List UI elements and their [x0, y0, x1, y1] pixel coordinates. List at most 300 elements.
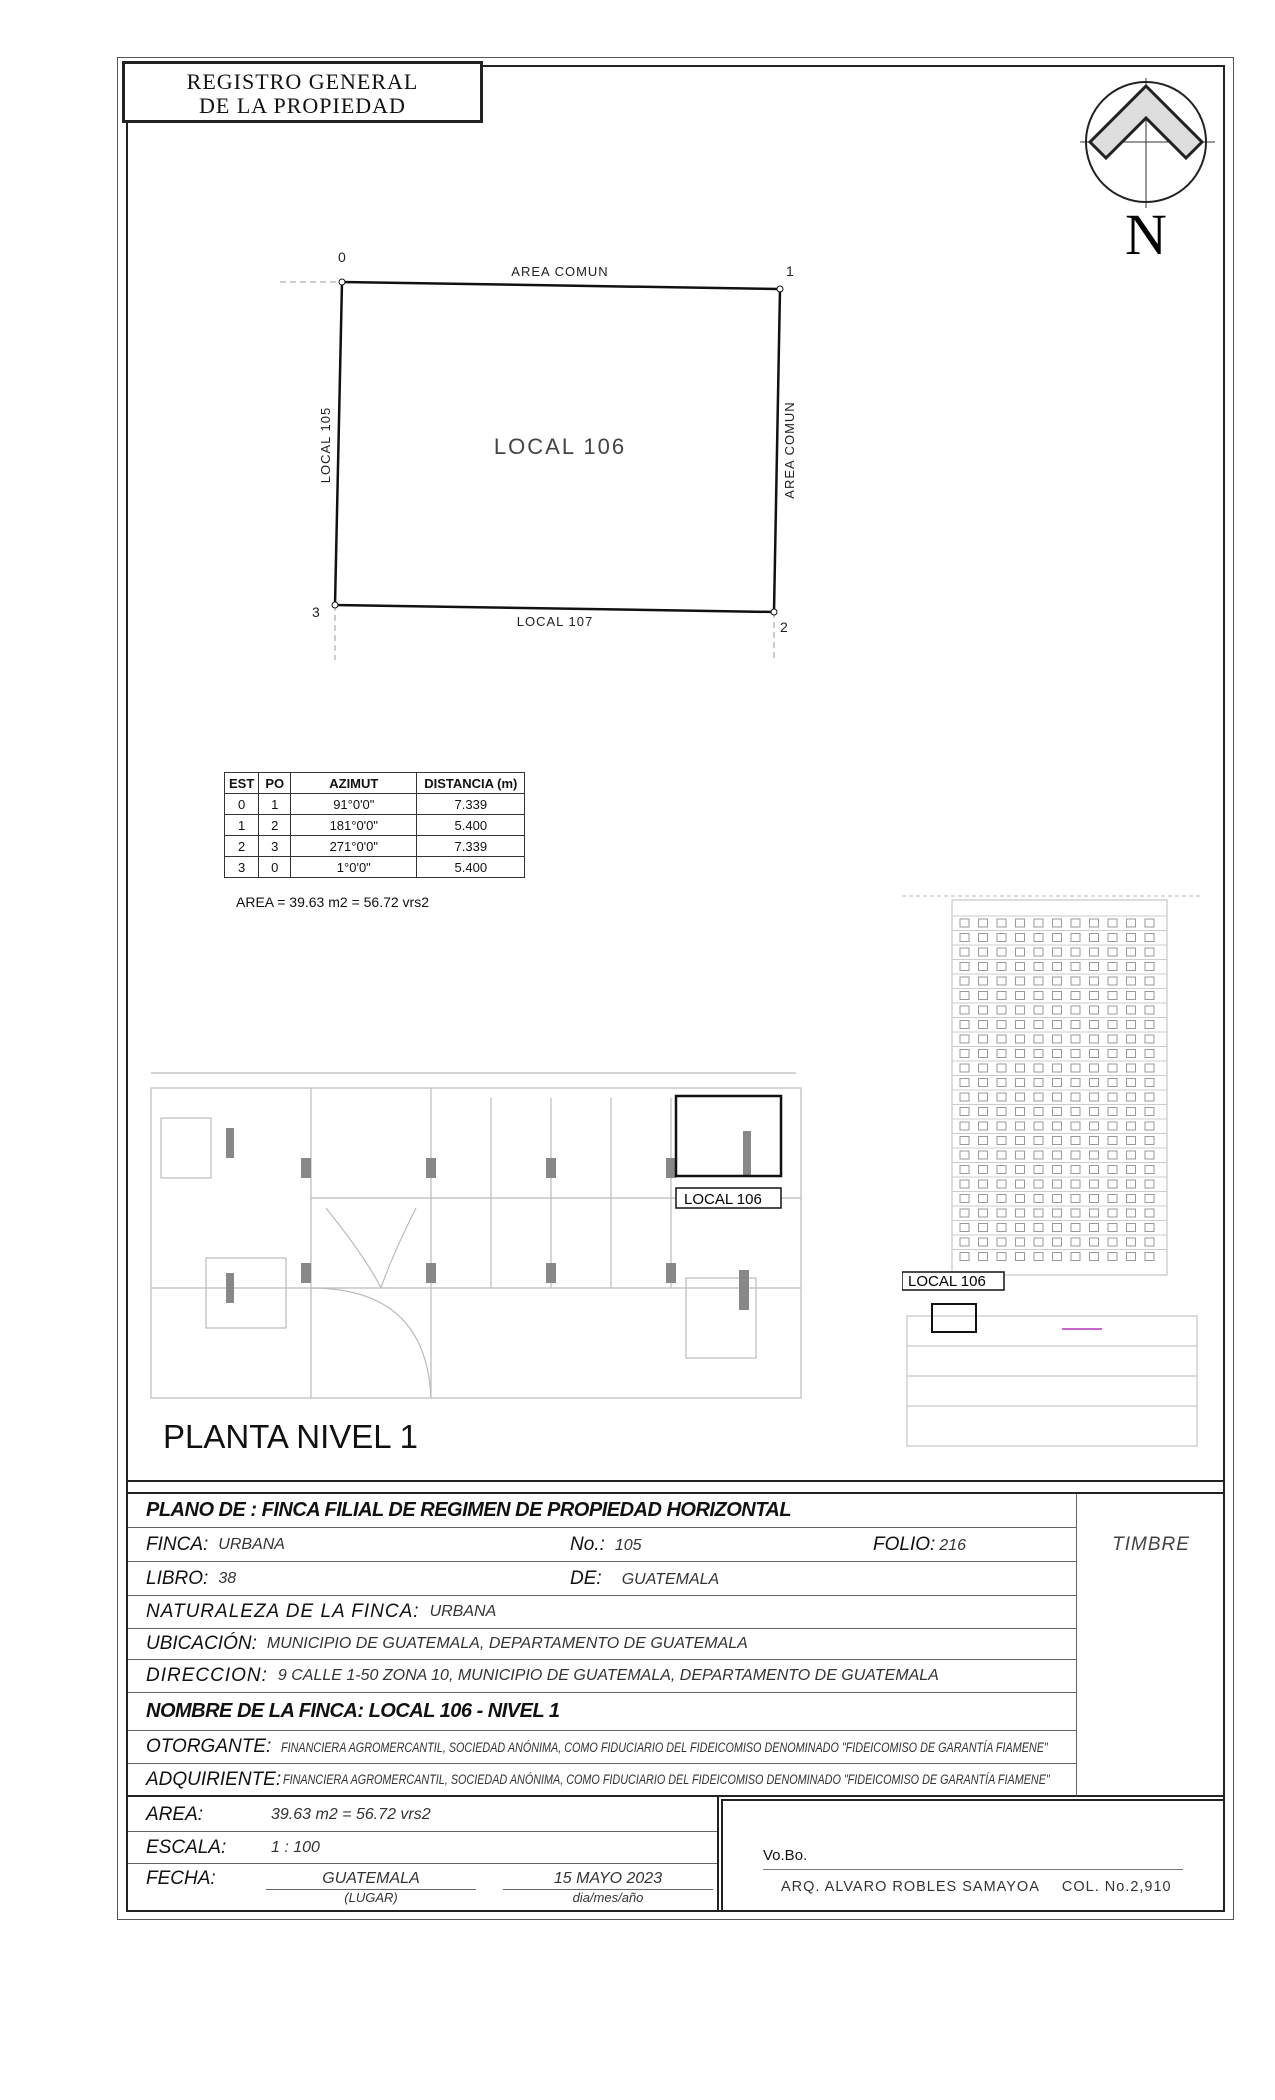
window — [1127, 934, 1136, 942]
window — [1034, 1224, 1043, 1232]
window — [960, 1064, 969, 1072]
col-distancia: DISTANCIA (m) — [417, 773, 525, 794]
local-106-highlight — [676, 1096, 781, 1176]
window — [997, 1151, 1006, 1159]
window — [1034, 1093, 1043, 1101]
row-plano — [128, 1494, 1076, 1528]
window — [1071, 1195, 1080, 1203]
floor-plan — [146, 1058, 806, 1403]
fecha-field — [503, 1870, 713, 1905]
window — [979, 1166, 988, 1174]
window — [1053, 1224, 1062, 1232]
window — [1145, 1166, 1154, 1174]
window — [1127, 1006, 1136, 1014]
window — [979, 1035, 988, 1043]
window — [997, 934, 1006, 942]
window — [1145, 1006, 1154, 1014]
window — [1145, 1253, 1154, 1261]
window — [1071, 1006, 1080, 1014]
window — [1108, 1064, 1117, 1072]
window — [1071, 919, 1080, 927]
window — [979, 1093, 988, 1101]
row-finca — [128, 1528, 1076, 1562]
window — [1127, 1021, 1136, 1029]
window — [1053, 1253, 1062, 1261]
window — [1145, 934, 1154, 942]
window — [1108, 992, 1117, 1000]
window — [1034, 934, 1043, 942]
window — [1053, 1195, 1062, 1203]
window — [1016, 1238, 1025, 1246]
window — [1053, 1064, 1062, 1072]
window — [960, 1108, 969, 1116]
colegiado-number: COL. No.2,910 — [1061, 1879, 1172, 1895]
window — [1127, 948, 1136, 956]
window — [1090, 934, 1099, 942]
window — [1071, 977, 1080, 985]
window — [1053, 1006, 1062, 1014]
cell: 5.400 — [417, 815, 525, 836]
window — [1071, 1238, 1080, 1246]
window — [960, 1021, 969, 1029]
cell: 7.339 — [417, 794, 525, 815]
window — [1016, 1180, 1025, 1188]
naturaleza-value: URBANA — [429, 1603, 497, 1620]
vertex-3: 3 — [312, 604, 320, 620]
window — [1108, 977, 1117, 985]
window — [1016, 1253, 1025, 1261]
window — [1053, 1122, 1062, 1130]
cell: 2 — [259, 815, 291, 836]
col-est: EST — [225, 773, 259, 794]
window — [1108, 1238, 1117, 1246]
window — [1016, 1064, 1025, 1072]
architect-name: ARQ. ALVARO ROBLES SAMAYOA — [781, 1879, 1040, 1895]
escala-label: ESCALA: — [146, 1836, 227, 1858]
window — [1127, 1122, 1136, 1130]
table-row — [225, 836, 525, 857]
window — [1108, 1137, 1117, 1145]
window — [1034, 1050, 1043, 1058]
window — [960, 919, 969, 927]
libro-value: 38 — [218, 1569, 237, 1587]
window — [1127, 1166, 1136, 1174]
window — [960, 1050, 969, 1058]
window — [1034, 992, 1043, 1000]
window — [960, 1224, 969, 1232]
window — [1127, 1195, 1136, 1203]
window — [960, 977, 969, 985]
window — [997, 1137, 1006, 1145]
window — [960, 1006, 969, 1014]
window — [1090, 1180, 1099, 1188]
row-libro — [128, 1562, 1076, 1596]
window — [1034, 919, 1043, 927]
col-po: PO — [259, 773, 291, 794]
row-ubicacion — [128, 1629, 1076, 1660]
window — [1016, 1021, 1025, 1029]
window — [979, 1195, 988, 1203]
otorgante-label: OTORGANTE: — [146, 1736, 272, 1757]
window — [1034, 1006, 1043, 1014]
cell: 7.339 — [417, 836, 525, 857]
fecha-value: 15 MAYO 2023 — [503, 1870, 713, 1890]
window — [997, 1224, 1006, 1232]
window — [1145, 977, 1154, 985]
label-right: AREA COMUN — [782, 401, 797, 499]
area-value: 39.63 m2 = 56.72 vrs2 — [271, 1806, 431, 1823]
window — [1071, 934, 1080, 942]
window — [1071, 1253, 1080, 1261]
window — [1016, 1224, 1025, 1232]
window — [1016, 1006, 1025, 1014]
lugar-value: GUATEMALA — [266, 1870, 476, 1890]
window — [1034, 1253, 1043, 1261]
window — [1016, 1122, 1025, 1130]
window — [1145, 963, 1154, 971]
window — [1034, 1079, 1043, 1087]
window — [979, 1137, 988, 1145]
window — [1034, 1021, 1043, 1029]
window — [1108, 934, 1117, 942]
window — [1034, 1166, 1043, 1174]
window — [1090, 1006, 1099, 1014]
window — [979, 1151, 988, 1159]
window — [1127, 1035, 1136, 1043]
window — [1127, 1180, 1136, 1188]
window — [1090, 992, 1099, 1000]
window — [1034, 1035, 1043, 1043]
window — [1108, 1108, 1117, 1116]
window — [1016, 1137, 1025, 1145]
window — [960, 1151, 969, 1159]
cell: 1°0'0" — [291, 857, 417, 878]
window — [1145, 1180, 1154, 1188]
window — [1108, 1195, 1117, 1203]
row-nombre — [128, 1693, 1076, 1731]
window — [960, 963, 969, 971]
window — [979, 1180, 988, 1188]
window — [1053, 919, 1062, 927]
window — [997, 977, 1006, 985]
window — [1127, 1151, 1136, 1159]
window — [1145, 1035, 1154, 1043]
window — [960, 934, 969, 942]
window — [960, 1195, 969, 1203]
window — [1034, 1180, 1043, 1188]
row-adquiriente — [128, 1764, 1076, 1797]
window — [1053, 992, 1062, 1000]
window — [1071, 963, 1080, 971]
naturaleza-label: NATURALEZA DE LA FINCA: — [146, 1601, 420, 1622]
window — [1016, 1151, 1025, 1159]
window — [1090, 1108, 1099, 1116]
window — [1071, 1093, 1080, 1101]
window — [979, 948, 988, 956]
window — [979, 1050, 988, 1058]
building-elevation — [902, 886, 1222, 1456]
window — [1108, 1166, 1117, 1174]
window — [1145, 1238, 1154, 1246]
timbre-box — [1076, 1494, 1225, 1797]
adquiriente-value: FINANCIERA AGROMERCANTIL, SOCIEDAD ANÓNIMA, COMO FIDUCIARIO DEL FIDEICOMISO DENOMINADO "FIDEICOMISO DE GARANTÍA FIAMENE" — [283, 1772, 1050, 1787]
window — [1071, 1224, 1080, 1232]
vertex-1: 1 — [786, 263, 794, 279]
window — [1071, 1209, 1080, 1217]
window — [1127, 992, 1136, 1000]
window — [979, 934, 988, 942]
window — [1090, 963, 1099, 971]
window — [997, 1050, 1006, 1058]
window — [1108, 1021, 1117, 1029]
window — [997, 1166, 1006, 1174]
window — [997, 1035, 1006, 1043]
elevation-tag: LOCAL 106 — [908, 1273, 986, 1290]
window — [997, 1122, 1006, 1130]
window — [1034, 1064, 1043, 1072]
cell: 91°0'0" — [291, 794, 417, 815]
timbre-label: TIMBRE — [1112, 1534, 1190, 1555]
vobo-label: Vo.Bo. — [763, 1847, 808, 1864]
libro-label: LIBRO: — [146, 1567, 209, 1589]
window — [1034, 963, 1043, 971]
window — [1145, 992, 1154, 1000]
otorgante-value: FINANCIERA AGROMERCANTIL, SOCIEDAD ANÓNIMA, COMO FIDUCIARIO DEL FIDEICOMISO DENOMINADO "FIDEICOMISO DE GARANTÍA FIAMENE" — [281, 1739, 1049, 1755]
window — [1016, 1209, 1025, 1217]
row-area — [128, 1799, 717, 1832]
cell: 3 — [259, 836, 291, 857]
window — [997, 1108, 1006, 1116]
window — [997, 1064, 1006, 1072]
de-label: DE: — [570, 1567, 602, 1589]
window — [979, 1209, 988, 1217]
window — [1016, 963, 1025, 971]
window — [1071, 1021, 1080, 1029]
window — [1071, 992, 1080, 1000]
cell: 271°0'0" — [291, 836, 417, 857]
window — [979, 919, 988, 927]
window — [1108, 1253, 1117, 1261]
window — [1053, 1079, 1062, 1087]
window — [1108, 1093, 1117, 1101]
window — [1127, 977, 1136, 985]
vertex-0: 0 — [338, 249, 346, 265]
window — [979, 963, 988, 971]
window — [979, 1006, 988, 1014]
window — [1034, 977, 1043, 985]
window — [1034, 948, 1043, 956]
window — [960, 1253, 969, 1261]
table-row — [225, 794, 525, 815]
window — [1016, 948, 1025, 956]
label-bottom: LOCAL 107 — [516, 614, 594, 629]
window — [979, 1122, 988, 1130]
window — [979, 992, 988, 1000]
window — [1108, 963, 1117, 971]
finca-value: URBANA — [218, 1535, 285, 1553]
finca-label: FINCA: — [146, 1533, 209, 1555]
window — [1090, 1122, 1099, 1130]
window — [1145, 1108, 1154, 1116]
window — [1071, 1064, 1080, 1072]
window — [1053, 1209, 1062, 1217]
window — [1108, 1050, 1117, 1058]
window — [1016, 1050, 1025, 1058]
cell: 1 — [259, 794, 291, 815]
window — [1090, 1137, 1099, 1145]
window — [1145, 1209, 1154, 1217]
window — [1090, 1253, 1099, 1261]
window — [1053, 1151, 1062, 1159]
window — [1108, 1224, 1117, 1232]
window — [1145, 1093, 1154, 1101]
window — [1127, 1064, 1136, 1072]
window — [1016, 1108, 1025, 1116]
label-left: LOCAL 105 — [318, 406, 333, 484]
plan-title: PLANTA NIVEL 1 — [163, 1418, 418, 1455]
row-naturaleza — [128, 1596, 1076, 1629]
window — [1145, 1195, 1154, 1203]
window — [997, 1021, 1006, 1029]
window — [979, 1079, 988, 1087]
cell: 181°0'0" — [291, 815, 417, 836]
window — [997, 963, 1006, 971]
window — [1053, 1180, 1062, 1188]
window — [1071, 948, 1080, 956]
window — [997, 992, 1006, 1000]
col-azimut: AZIMUT — [291, 773, 417, 794]
window — [1053, 977, 1062, 985]
window — [1090, 1195, 1099, 1203]
no-label: No.: — [570, 1533, 605, 1555]
window — [1053, 1021, 1062, 1029]
window — [997, 1238, 1006, 1246]
window — [1090, 1064, 1099, 1072]
lugar-field — [266, 1870, 476, 1905]
approval-box — [721, 1799, 1225, 1910]
window — [960, 1093, 969, 1101]
north-arrow-icon — [1080, 78, 1215, 268]
fecha-label: FECHA: — [146, 1868, 216, 1889]
title-block — [126, 1492, 1225, 1912]
fecha-caption: dia/mes/año — [572, 1890, 644, 1905]
window — [1108, 1035, 1117, 1043]
window — [997, 1093, 1006, 1101]
window — [1108, 1180, 1117, 1188]
registry-header — [122, 61, 483, 123]
window — [1090, 1079, 1099, 1087]
plan-tag: LOCAL 106 — [684, 1191, 762, 1208]
table-row — [225, 857, 525, 878]
window — [1071, 1050, 1080, 1058]
window — [1071, 1151, 1080, 1159]
window — [1034, 1238, 1043, 1246]
window — [1053, 1035, 1062, 1043]
window — [1127, 919, 1136, 927]
plot-drawing — [270, 240, 830, 680]
local-106-elevation-highlight — [932, 1304, 976, 1332]
ubicacion-value: MUNICIPIO DE GUATEMALA, DEPARTAMENTO DE GUATEMALA — [266, 1635, 748, 1652]
window — [1071, 1108, 1080, 1116]
window — [1016, 977, 1025, 985]
window — [1090, 1035, 1099, 1043]
approver — [781, 1879, 1172, 1895]
window — [1090, 1021, 1099, 1029]
window — [1127, 1050, 1136, 1058]
nombre-finca: NOMBRE DE LA FINCA: LOCAL 106 - NIVEL 1 — [146, 1700, 560, 1722]
window — [997, 948, 1006, 956]
window — [1016, 1166, 1025, 1174]
table-row — [225, 815, 525, 836]
cell: 3 — [225, 857, 259, 878]
window — [960, 1209, 969, 1217]
window — [1071, 1137, 1080, 1145]
window — [1071, 1122, 1080, 1130]
window — [979, 1224, 988, 1232]
window — [979, 977, 988, 985]
row-escala — [128, 1832, 717, 1864]
window — [1053, 1108, 1062, 1116]
ubicacion-label: UBICACIÓN: — [146, 1633, 257, 1654]
cell: 1 — [225, 815, 259, 836]
area-label: AREA: — [146, 1804, 204, 1825]
direccion-label: DIRECCION: — [146, 1665, 268, 1686]
window — [1145, 1224, 1154, 1232]
window — [1127, 963, 1136, 971]
window — [1108, 919, 1117, 927]
window — [1053, 1137, 1062, 1145]
lugar-caption: (LUGAR) — [344, 1890, 398, 1905]
window — [1053, 1166, 1062, 1174]
window — [1090, 1224, 1099, 1232]
window — [1090, 1209, 1099, 1217]
window — [1127, 1137, 1136, 1145]
window — [1016, 1035, 1025, 1043]
label-top: AREA COMUN — [511, 264, 609, 279]
window — [1127, 1238, 1136, 1246]
window — [1108, 948, 1117, 956]
window — [997, 1209, 1006, 1217]
window — [1034, 1151, 1043, 1159]
window — [1071, 1079, 1080, 1087]
window — [1090, 1166, 1099, 1174]
window — [1090, 977, 1099, 985]
window — [1053, 934, 1062, 942]
escala-value: 1 : 100 — [271, 1838, 320, 1856]
header-line2: DE LA PROPIEDAD — [199, 93, 406, 118]
folio-label: FOLIO: — [873, 1533, 936, 1555]
window — [1071, 1035, 1080, 1043]
window — [1034, 1209, 1043, 1217]
window — [1053, 1050, 1062, 1058]
window — [1145, 1137, 1154, 1145]
window — [960, 1079, 969, 1087]
window — [1090, 1093, 1099, 1101]
direccion-value: 9 CALLE 1-50 ZONA 10, MUNICIPIO DE GUATEMALA, DEPARTAMENTO DE GUATEMALA — [277, 1667, 939, 1684]
folio-value: 216 — [939, 1536, 966, 1554]
window — [979, 1238, 988, 1246]
label-center: LOCAL 106 — [493, 434, 627, 459]
window — [979, 1064, 988, 1072]
window — [1090, 1151, 1099, 1159]
window — [1016, 1079, 1025, 1087]
window — [1016, 1093, 1025, 1101]
window — [1053, 948, 1062, 956]
window — [960, 1238, 969, 1246]
cell: 0 — [225, 794, 259, 815]
north-label: N — [1125, 202, 1167, 267]
window — [1071, 1180, 1080, 1188]
